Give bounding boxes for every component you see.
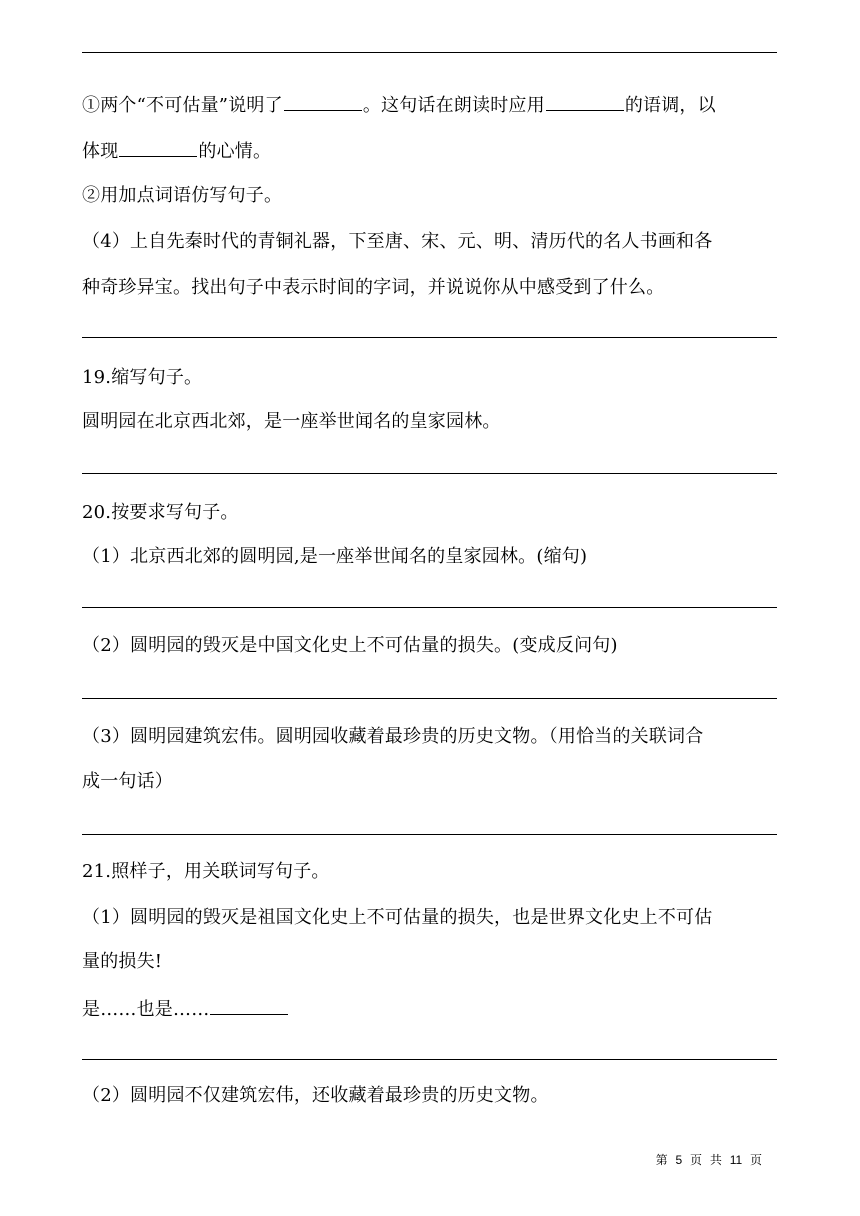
q18-sub4-line1: （4）上自先秦时代的青铜礼器，下至唐、宋、元、明、清历代的名人书画和各	[82, 231, 713, 252]
q21-item2: （2）圆明园不仅建筑宏伟，还收藏着最珍贵的历史文物。	[82, 1085, 549, 1106]
q20-item1: （1）北京西北郊的圆明园,是一座举世闻名的皇家园林。(缩句)	[82, 546, 588, 567]
q21-item1-line1: （1）圆明园的毁灭是祖国文化史上不可估量的损失，也是世界文化史上不可估	[82, 907, 713, 928]
fill-blank[interactable]	[119, 138, 197, 157]
fill-blank[interactable]	[284, 92, 362, 111]
q19-sentence: 圆明园在北京西北郊，是一座举世闻名的皇家园林。	[82, 411, 501, 432]
answer-line[interactable]	[82, 698, 777, 699]
q18-sub1-text-a: ①两个“不可估量”说明了	[82, 95, 283, 116]
total-pages: 11	[729, 1153, 743, 1167]
answer-line[interactable]	[82, 607, 777, 608]
page-number: 5	[675, 1153, 683, 1167]
answer-line[interactable]	[82, 337, 777, 338]
footer-text: 第	[655, 1153, 668, 1167]
q20-item3-line1: （3）圆明园建筑宏伟。圆明园收藏着最珍贵的历史文物。（用恰当的关联词合	[82, 726, 704, 747]
q18-sub1-line1	[82, 92, 777, 118]
q18-sub1-line2	[82, 138, 777, 164]
footer-text: 共	[709, 1153, 722, 1167]
q21-title: 21.照样子，用关联词写句子。	[82, 861, 330, 882]
fill-blank[interactable]	[210, 996, 288, 1015]
answer-line	[82, 52, 777, 53]
q18-sub1-text-d: 体现	[82, 141, 119, 162]
q21-pattern: 是……也是……	[82, 999, 210, 1020]
q18-sub1-text-b: 。这句话在朗读时应用	[362, 95, 545, 116]
q21-item1-line2: 量的损失!	[82, 951, 163, 972]
q19-title: 19.缩写句子。	[82, 367, 203, 388]
q18-sub1-text-e: 的心情。	[198, 141, 272, 162]
q18-sub1-text-c: 的语调，以	[624, 95, 716, 116]
fill-blank[interactable]	[546, 92, 624, 111]
answer-line[interactable]	[82, 834, 777, 835]
q20-item3-line2: 成一句话）	[82, 771, 173, 792]
q20-item2: （2）圆明园的毁灭是中国文化史上不可估量的损失。(变成反问句)	[82, 635, 618, 656]
answer-line[interactable]	[82, 473, 777, 474]
q18-sub4-line2: 种奇珍异宝。找出句子中表示时间的字词，并说说你从中感受到了什么。	[82, 277, 665, 298]
footer-text: 页	[749, 1153, 762, 1167]
answer-line[interactable]	[82, 1059, 777, 1060]
q18-sub2: ②用加点词语仿写句子。	[82, 185, 283, 206]
q20-title: 20.按要求写句子。	[82, 502, 239, 523]
footer-text: 页	[690, 1153, 703, 1167]
q21-pattern-line	[82, 996, 777, 1022]
page-footer	[0, 1151, 860, 1168]
